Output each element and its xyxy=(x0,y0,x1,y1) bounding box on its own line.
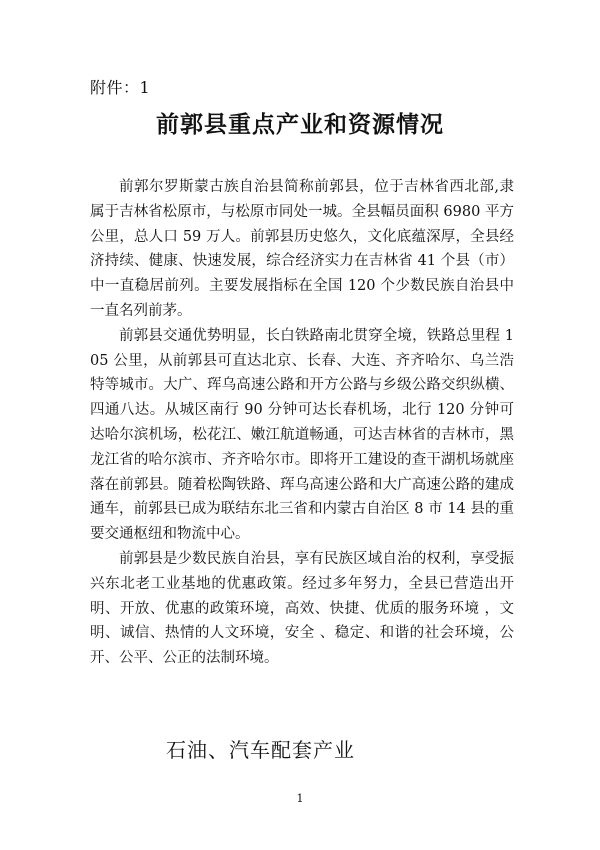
paragraph-transportation: 前郭县交通优势明显，长白铁路南北贯穿全境，铁路总里程 105 公里，从前郭县可直达北京、长春、大连、齐齐哈尔、乌兰浩特等城市。大广、珲乌高速公路和开方公路与乡级公路交织纵横、四通八达。从城区南行 90 分钟可达长春机场，北行 120 分钟可达哈尔滨机场，松花江、嫩江航道畅通，可达吉林省的吉林市，黑龙江省的哈尔滨市、齐齐哈尔市。即将开工建设的查干湖机场就座落在前郭县。随着松陶铁路、珲乌高速公路和大广高速公路的建成通车，前郭县已成为联结东北三省和内蒙古自治区 8 市 14 县的重要交通枢纽和物流中心。 xyxy=(90,327,514,543)
document-title: 前郭县重点产业和资源情况 xyxy=(156,111,444,138)
paragraph-overview: 前郭尔罗斯蒙古族自治县简称前郭县，位于吉林省西北部,隶属于吉林省松原市，与松原市同处一城。全县幅员面积 6980 平方公里，总人口 59 万人。前郭县历史悠久，文化底蕴深厚，全县经济持续、健康、快速发展，综合经济实力在吉林省 41 个县（市）中一直稳居前列。主要发展指标在全国 120 个少数民族自治县中一直名列前茅。 xyxy=(90,179,514,319)
document-body xyxy=(90,175,514,671)
paragraph-policy-environment: 前郭县是少数民族自治县，享有民族区域自治的权利，享受振兴东北老工业基地的优惠政策。经过多年努力，全县已营造出开明、开放、优惠的政策环境，高效、快捷、优质的服务环境 ，文明、诚信、热情的人文环境，安全 、稳定、和谐的社会环境，公开、公平、公正的法制环境。 xyxy=(90,550,514,667)
page-number: 1 xyxy=(296,792,304,805)
section-heading: 石油、汽车配套产业 xyxy=(166,738,355,762)
attachment-label: 附件：1 xyxy=(90,78,151,97)
